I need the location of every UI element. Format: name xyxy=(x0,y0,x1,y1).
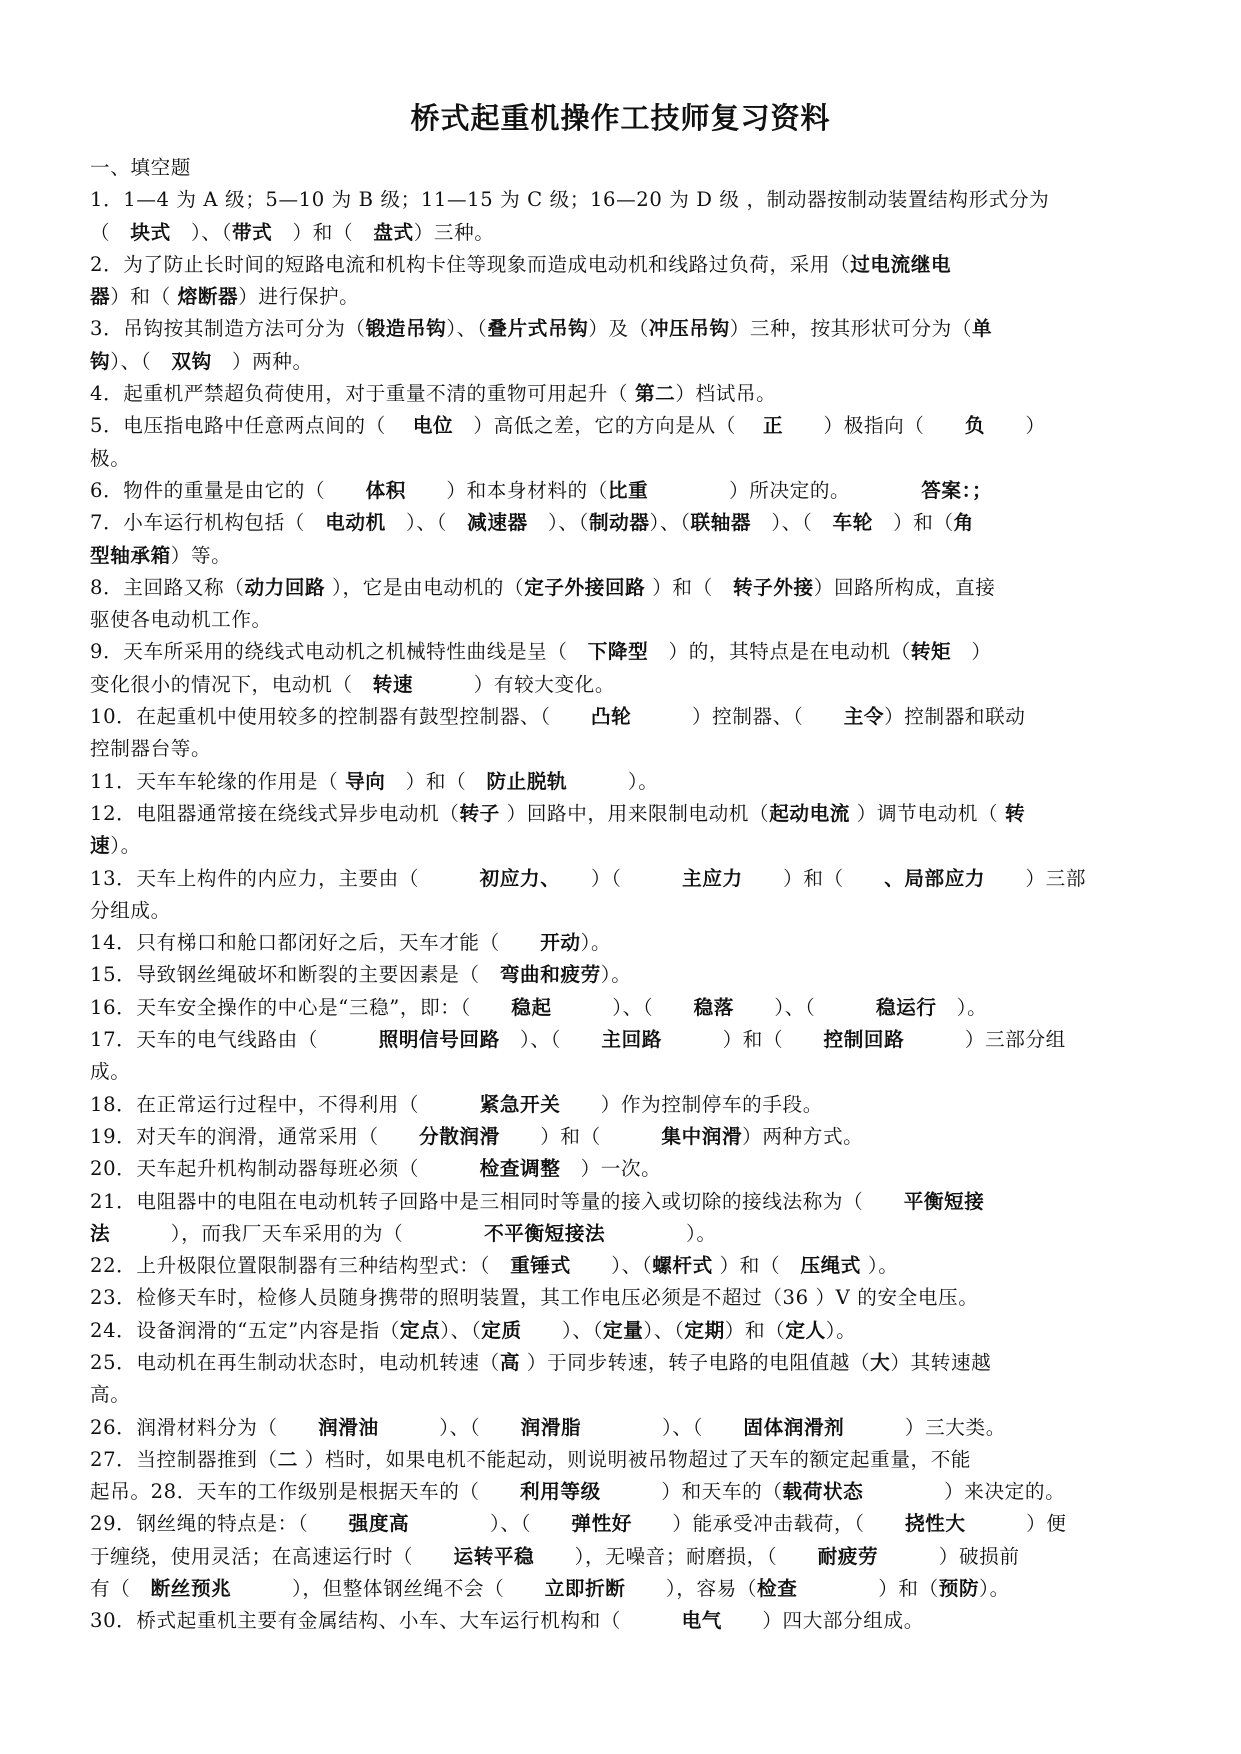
answer-text: 开动 xyxy=(540,931,581,955)
answer-text: 预防 xyxy=(938,1577,980,1601)
question-text: ），容易（ xyxy=(625,1577,758,1601)
answer-text: 断丝预兆 xyxy=(150,1577,232,1601)
question-line xyxy=(90,507,1170,539)
question-text: 16．天车安全操作的中心是“三稳”，即：（ xyxy=(90,995,512,1019)
answer-text: 负 xyxy=(964,414,986,438)
question-text: ）三部 xyxy=(985,866,1087,890)
answer-text: 凸轮 xyxy=(590,705,632,729)
answer-text: 钩 xyxy=(90,349,111,373)
question-line xyxy=(90,1412,1170,1444)
answer-text: 大 xyxy=(870,1350,891,1374)
question-line xyxy=(90,1476,1170,1508)
answer-text: 利用等级 xyxy=(520,1480,601,1504)
question-line xyxy=(90,863,1170,895)
question-text: ）和本身材料的（ xyxy=(405,478,608,502)
question-text: 高。 xyxy=(90,1383,131,1407)
question-line xyxy=(90,604,1170,636)
question-line xyxy=(90,1541,1170,1573)
question-text: ）、（ xyxy=(170,220,232,244)
question-text: ）。 xyxy=(110,834,141,858)
question-line xyxy=(90,410,1170,442)
question-line xyxy=(90,572,1170,604)
question-text: ）控制器和联动 xyxy=(884,705,1026,729)
question-text: ）和（ xyxy=(645,575,733,599)
answer-text: 联轴器 xyxy=(690,511,752,535)
question-text: ）及（ xyxy=(588,317,649,341)
question-text: ）、（ xyxy=(570,1254,653,1278)
answer-text: 减速器 xyxy=(467,511,528,535)
question-text: ）三部分组 xyxy=(904,1028,1066,1052)
question-text: ）其转速越 xyxy=(890,1350,992,1374)
question-text: 驱使各电动机工作。 xyxy=(90,608,272,632)
question-text: ）所决定的。 xyxy=(648,478,922,502)
question-text: ）和（ xyxy=(385,769,487,793)
question-text: 控制器台等。 xyxy=(90,737,212,761)
answer-text: 平衡短接 xyxy=(903,1189,985,1213)
answer-text: 转矩 xyxy=(910,640,952,664)
question-text: ）。 xyxy=(979,1577,1010,1601)
question-text: 极。 xyxy=(90,446,131,470)
answer-text: 重锤式 xyxy=(510,1254,571,1278)
question-text: 变化很小的情况下，电动机（ xyxy=(90,672,373,696)
answer-text: 紧急开关 xyxy=(479,1092,561,1116)
answer-text: 正 xyxy=(762,414,784,438)
answer-text: 体积 xyxy=(365,478,406,502)
question-text: 22．上升极限位置限制器有三种结构型式：（ xyxy=(90,1254,511,1278)
question-text: ）极指向（ xyxy=(783,414,965,438)
question-line xyxy=(90,1153,1170,1185)
answer-text: 定量 xyxy=(603,1318,644,1342)
answer-text: 防止脱轨 xyxy=(486,769,568,793)
question-text: ）、（ xyxy=(409,1512,572,1536)
question-text: ）回路中，用来限制电动机（ xyxy=(499,801,770,825)
answer-text: 主回路 xyxy=(601,1028,662,1052)
question-text: ）、（ xyxy=(446,317,488,341)
question-text: ）两种方式。 xyxy=(742,1124,864,1148)
document-title: 桥式起重机操作工技师复习资料 xyxy=(410,101,831,135)
question-text: ）和（ xyxy=(872,511,954,535)
question-text: ）便 xyxy=(965,1512,1067,1536)
answer-text: 下降型 xyxy=(587,640,649,664)
question-line xyxy=(90,1573,1170,1605)
question-text: ）和（ xyxy=(724,1318,786,1342)
question-text: ）。 xyxy=(860,1254,899,1278)
answer-text: 润滑油 xyxy=(318,1415,379,1439)
answer-text: 第二 xyxy=(634,382,676,406)
answer-text: 立即折断 xyxy=(544,1577,626,1601)
answer-text: 二 xyxy=(277,1447,298,1471)
question-text: ）破损前 xyxy=(878,1544,1020,1568)
question-text: 11．天车车轮缘的作用是（ xyxy=(90,769,346,793)
answer-text: 不平衡短接法 xyxy=(484,1221,606,1245)
question-text: ）、（ xyxy=(499,1028,602,1052)
answer-text: 润滑脂 xyxy=(520,1415,582,1439)
answer-text: 运转平稳 xyxy=(453,1544,535,1568)
question-line xyxy=(90,249,1170,281)
question-text: 6．物件的重量是由它的（ xyxy=(90,478,366,502)
question-text: 2．为了防止长时间的短路电流和机构卡住等现象而造成电动机和线路过负荷，采用（ xyxy=(90,252,851,276)
question-text: ）于同步转速，转子电路的电阻值越（ xyxy=(520,1350,871,1374)
question-text: 12．电阻器通常接在绕线式异步电动机（ xyxy=(90,801,460,825)
answer-text: 单 xyxy=(972,317,993,341)
question-text: ）能承受冲击载荷，（ xyxy=(632,1512,905,1536)
question-line xyxy=(90,540,1170,572)
question-line xyxy=(90,475,1170,507)
question-text: 20．天车起升机构制动器每班必须（ xyxy=(90,1157,480,1181)
question-text: ）、（ xyxy=(751,511,833,535)
answer-text: 压绳式 xyxy=(800,1254,861,1278)
question-line xyxy=(90,1282,1170,1314)
answer-text: 锻造吊钩 xyxy=(365,317,447,341)
question-text: 19．对天车的润滑，通常采用（ xyxy=(90,1124,420,1148)
question-line xyxy=(90,1508,1170,1540)
answer-text: 稳落 xyxy=(693,995,734,1019)
question-line xyxy=(90,313,1170,345)
question-text: ）、（ xyxy=(440,1318,482,1342)
answer-text: 弯曲和疲劳 xyxy=(499,963,601,987)
question-text: 10．在起重机中使用较多的控制器有鼓型控制器、（ xyxy=(90,705,591,729)
question-text: ）、（ xyxy=(378,1415,521,1439)
question-text: ）和（ xyxy=(110,285,178,309)
question-line xyxy=(90,1089,1170,1121)
question-text: ）、（ xyxy=(521,1318,604,1342)
question-text: 3．吊钩按其制造方法可分为（ xyxy=(90,317,366,341)
answer-text: 转子外接 xyxy=(732,575,814,599)
answer-text: 主应力 xyxy=(682,866,743,890)
question-line xyxy=(90,443,1170,475)
question-text: ）控制器、（ xyxy=(631,705,844,729)
question-line xyxy=(90,992,1170,1024)
question-text: ）。 xyxy=(605,1221,717,1245)
answer-text: 速 xyxy=(90,834,111,858)
answer-text: 角 xyxy=(953,511,974,535)
answer-text: 稳起 xyxy=(511,995,552,1019)
answer-text: 定期 xyxy=(684,1318,725,1342)
question-text: 分组成。 xyxy=(90,898,171,922)
question-line xyxy=(90,1056,1170,1088)
question-text: 9．天车所采用的绕线式电动机之机械特性曲线是呈（ xyxy=(90,640,588,664)
question-line xyxy=(90,701,1170,733)
question-line xyxy=(90,378,1170,410)
answer-text: 双钩 xyxy=(171,349,212,373)
answer-text: 定子外接回路 xyxy=(524,575,646,599)
question-text: 一、填空题 xyxy=(90,156,191,179)
answer-text: 冲压吊钩 xyxy=(648,317,730,341)
answer-text: 起动电流 xyxy=(769,801,850,825)
question-text: ）、（ xyxy=(110,349,172,373)
answer-text: 主令 xyxy=(843,705,885,729)
answer-text: 答案：； xyxy=(921,478,993,502)
answer-text: 电位 xyxy=(412,414,454,438)
question-text: ）、（ xyxy=(581,1415,744,1439)
question-text: ）档时，如果电机不能起动，则说明被吊物超过了天车的额定起重量，不能 xyxy=(297,1447,972,1471)
answer-text: 器 xyxy=(90,285,111,309)
question-text: 26．润滑材料分为（ xyxy=(90,1415,319,1439)
answer-text: 定点 xyxy=(399,1318,441,1342)
question-line xyxy=(90,346,1170,378)
answer-text: 导向 xyxy=(345,769,386,793)
question-text: ）四大部分组成。 xyxy=(721,1609,924,1633)
answer-text: 熔断器 xyxy=(177,285,239,309)
answer-text: 控制回路 xyxy=(823,1028,905,1052)
question-text: ）、（ xyxy=(551,995,694,1019)
question-text: ）和（ xyxy=(661,1028,824,1052)
question-line xyxy=(90,1444,1170,1476)
question-text: ）三大类。 xyxy=(844,1415,1006,1439)
question-text: ）和（ xyxy=(742,866,885,890)
question-text: ），无噪音；耐磨损，（ xyxy=(534,1544,818,1568)
answer-text: 、局部应力 xyxy=(884,866,986,890)
question-text: 1．1—4 为 A 级；5—10 为 B 级；11—15 为 C 级；16—20 为 D 级 ，制动器按制动装置结构形式分为 xyxy=(90,188,1050,212)
answer-text: 电气 xyxy=(681,1609,722,1633)
question-line xyxy=(90,895,1170,927)
question-text: ）作为控制停车的手段。 xyxy=(560,1092,823,1116)
question-text: ）的，其特点是在电动机（ xyxy=(648,640,911,664)
answer-text: 耐疲劳 xyxy=(817,1544,879,1568)
question-text: 5．电压指电路中任意两点间的（ xyxy=(90,414,413,438)
answer-text: 高 xyxy=(499,1350,521,1374)
question-text: ）回路所构成，直接 xyxy=(813,575,996,599)
question-line xyxy=(90,1218,1170,1250)
answer-text: 过电流继电 xyxy=(850,252,952,276)
question-line xyxy=(90,830,1170,862)
question-text: ）、（ xyxy=(527,511,589,535)
answer-text: 挠性大 xyxy=(904,1512,966,1536)
answer-text: 法 xyxy=(90,1221,111,1245)
question-line xyxy=(90,1347,1170,1379)
question-line xyxy=(90,217,1170,249)
answer-text: 检查 xyxy=(757,1577,798,1601)
answer-text: 强度高 xyxy=(348,1512,410,1536)
question-text: ）。 xyxy=(600,963,632,987)
question-text: ）一次。 xyxy=(560,1157,662,1181)
answer-text: 定质 xyxy=(481,1318,522,1342)
question-line xyxy=(90,281,1170,313)
answer-text: 定人 xyxy=(785,1318,826,1342)
answer-text: 叠片式吊钩 xyxy=(487,317,589,341)
question-text: ）、（ xyxy=(649,511,691,535)
question-text: ）有较大变化。 xyxy=(413,672,616,696)
answer-text: 动力回路 xyxy=(244,575,326,599)
question-text: ）等。 xyxy=(170,543,232,567)
answer-text: 带式 xyxy=(231,220,273,244)
question-line xyxy=(90,1024,1170,1056)
question-text: ）调节电动机（ xyxy=(849,801,1005,825)
question-text: ）档试吊。 xyxy=(675,382,777,406)
question-text: 于缠绕，使用灵活；在高速运行时（ xyxy=(90,1544,454,1568)
question-text: ）、（ xyxy=(643,1318,685,1342)
answer-text: 螺杆式 xyxy=(652,1254,713,1278)
question-text: 29．钢丝绳的特点是：（ xyxy=(90,1512,349,1536)
question-line xyxy=(90,184,1170,216)
question-text: 21．电阻器中的电阻在电动机转子回路中是三相同时等量的接入或切除的接线法称为（ xyxy=(90,1189,904,1213)
question-text: 8．主回路又称（ xyxy=(90,575,245,599)
question-text: 25．电动机在再生制动状态时，电动机转速（ xyxy=(90,1350,500,1374)
answer-text: 转子 xyxy=(459,801,500,825)
answer-text: 块式 xyxy=(130,220,171,244)
question-text: ）。 xyxy=(580,931,612,955)
question-text: 成。 xyxy=(90,1060,131,1084)
answer-text: 分散润滑 xyxy=(419,1124,500,1148)
answer-text: 稳运行 xyxy=(875,995,937,1019)
question-text: ）进行保护。 xyxy=(238,285,360,309)
fill-in-blank-section xyxy=(90,152,1170,1638)
question-text: 7．小车运行机构包括（ xyxy=(90,511,326,535)
question-text: ）（ xyxy=(550,866,683,890)
question-text: ）高低之差，它的方向是从（ xyxy=(453,414,763,438)
answer-text: 检查调整 xyxy=(479,1157,561,1181)
question-line xyxy=(90,927,1170,959)
question-text: ）、（ xyxy=(733,995,876,1019)
answer-text: 转 xyxy=(1004,801,1026,825)
question-line xyxy=(90,1121,1170,1153)
answer-text: 弹性好 xyxy=(571,1512,633,1536)
answer-text: 车轮 xyxy=(832,511,873,535)
question-text: ） xyxy=(985,414,1046,438)
question-text: 23．检修天车时，检修人员随身携带的照明装置，其工作电压必须是不超过（36 ）V 的安全电压。 xyxy=(90,1286,979,1310)
question-text: 14．只有梯口和舱口都闭好之后，天车才能（ xyxy=(90,931,541,955)
question-text: ）。 xyxy=(567,769,659,793)
question-line xyxy=(90,1315,1170,1347)
question-text: 17．天车的电气线路由（ xyxy=(90,1028,379,1052)
question-line xyxy=(90,636,1170,668)
question-text: ）三种。 xyxy=(413,220,495,244)
question-line xyxy=(90,1605,1170,1637)
question-line xyxy=(90,798,1170,830)
question-text: 27．当控制器推到（ xyxy=(90,1447,278,1471)
question-text: 30．桥式起重机主要有金属结构、小车、大车运行机构和（ xyxy=(90,1609,682,1633)
question-text: 15．导致钢丝绳破坏和断裂的主要因素是（ xyxy=(90,963,500,987)
section-heading xyxy=(90,152,1170,184)
answer-text: 照明信号回路 xyxy=(378,1028,500,1052)
answer-text: 载荷状态 xyxy=(782,1480,864,1504)
question-text: ） xyxy=(951,640,992,664)
question-text: ）和（ xyxy=(272,220,374,244)
question-text: 有（ xyxy=(90,1577,151,1601)
question-text: ）。 xyxy=(825,1318,857,1342)
question-line xyxy=(90,1250,1170,1282)
question-text: ），但整体钢丝绳不会（ xyxy=(231,1577,545,1601)
question-text: ）来决定的。 xyxy=(863,1480,1066,1504)
answer-text: 集中润滑 xyxy=(661,1124,743,1148)
question-line xyxy=(90,669,1170,701)
question-text: ）、（ xyxy=(385,511,468,535)
answer-text: 型轴承箱 xyxy=(90,543,171,567)
answer-text: 初应力、 xyxy=(479,866,551,890)
answer-text: 固体润滑剂 xyxy=(743,1415,845,1439)
question-text: ），它是由电动机的（ xyxy=(325,575,525,599)
question-text: ）和（ xyxy=(797,1577,939,1601)
question-text: 18．在正常运行过程中，不得利用（ xyxy=(90,1092,480,1116)
question-text: ）和天车的（ xyxy=(600,1480,783,1504)
answer-text: 比重 xyxy=(607,478,649,502)
answer-text: 盘式 xyxy=(373,220,414,244)
question-text: ）。 xyxy=(936,995,988,1019)
question-line xyxy=(90,733,1170,765)
question-line xyxy=(90,766,1170,798)
answer-text: 电动机 xyxy=(325,511,386,535)
question-text: ）两种。 xyxy=(211,349,313,373)
question-line xyxy=(90,1379,1170,1411)
question-text: 4．起重机严禁超负荷使用，对于重量不清的重物可用起升（ xyxy=(90,382,635,406)
question-text: （ xyxy=(90,220,131,244)
question-text: ），而我厂天车采用的为（ xyxy=(110,1221,485,1245)
question-text: 起吊。28．天车的工作级别是根据天车的（ xyxy=(90,1480,521,1504)
question-text: 13．天车上构件的内应力，主要由（ xyxy=(90,866,480,890)
question-text: ）三种，按其形状可分为（ xyxy=(729,317,973,341)
answer-text: 制动器 xyxy=(588,511,650,535)
question-text: 24．设备润滑的“五定”内容是指（ xyxy=(90,1318,400,1342)
question-line xyxy=(90,1186,1170,1218)
answer-text: 转速 xyxy=(372,672,414,696)
question-text: ）和（ xyxy=(712,1254,801,1278)
question-line xyxy=(90,959,1170,991)
question-text: ）和（ xyxy=(499,1124,662,1148)
